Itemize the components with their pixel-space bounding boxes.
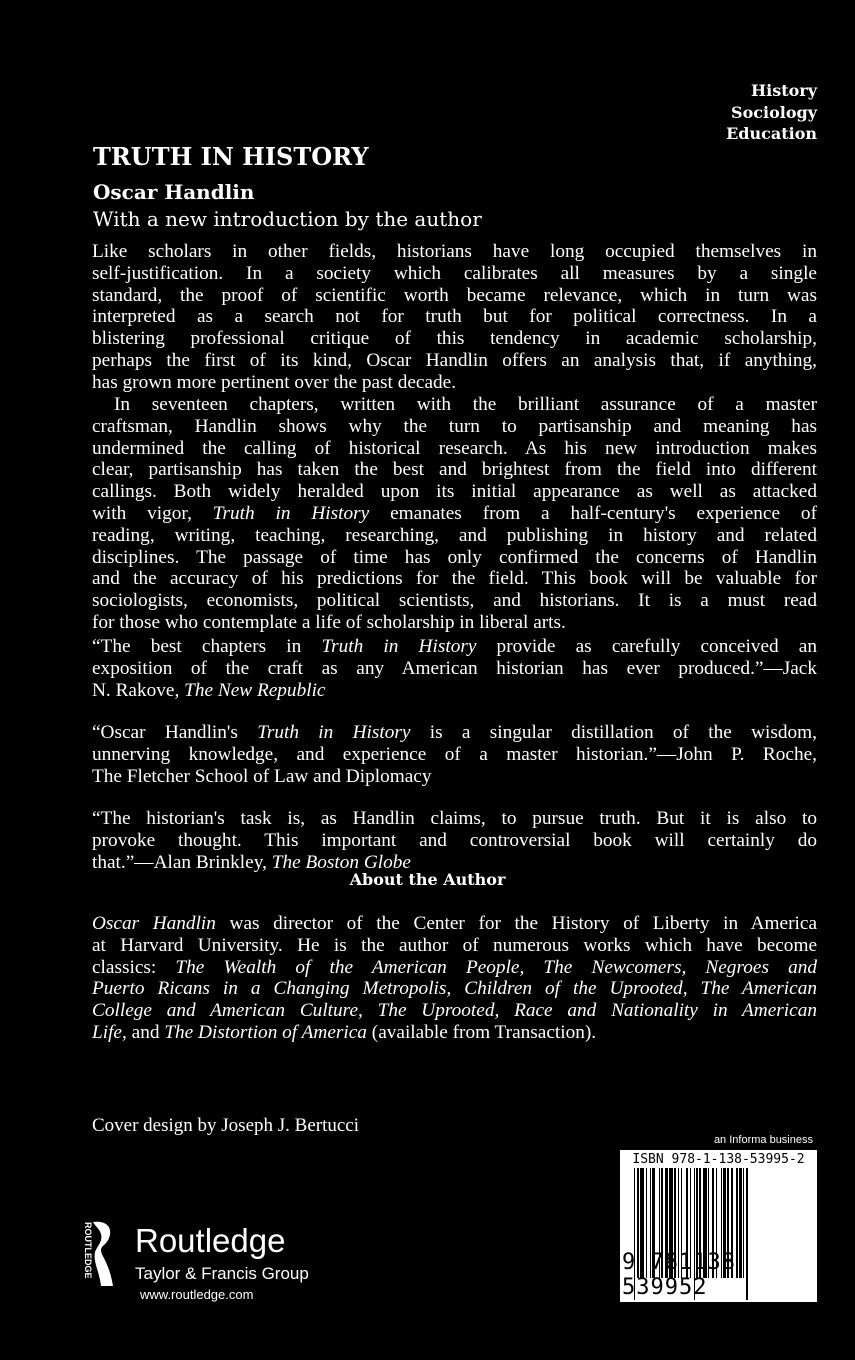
body-text: disciplines. The passage of time has only confirmed the concerns of Handlin <box>92 546 817 568</box>
publisher-name: Routledge <box>135 1222 286 1259</box>
text-line <box>92 590 817 612</box>
body-text: has grown more pertinent over the past decade. <box>92 371 457 393</box>
italic-title-text: The Wealth of the American People, The Newcomers, Negroes and <box>175 956 817 978</box>
body-text: reading, writing, teaching, researching, and publishing in history and related <box>92 524 817 546</box>
text-line <box>92 568 817 590</box>
body-text: unnerving knowledge, and experience of a master historian.”—John P. Roche, <box>92 743 817 765</box>
italic-title-text: Truth in History <box>212 502 370 524</box>
text-line <box>92 328 817 350</box>
text-line <box>92 680 817 702</box>
body-text: perhaps the first of its kind, Oscar Handlin offers an analysis that, if anything, <box>92 349 817 371</box>
italic-title-text: Life <box>92 1021 122 1043</box>
text-line <box>92 658 817 680</box>
body-text: clear, partisanship has taken the best and brightest from the field into different <box>92 459 817 481</box>
body-text: The Fletcher School of Law and Diplomacy <box>92 765 432 787</box>
body-text: “The historian's task is, as Handlin claims, to pursue truth. But it is also to <box>92 808 817 829</box>
text-line <box>92 636 817 658</box>
body-text: provoke thought. This important and controversial book will certainly do <box>92 829 817 851</box>
body-text: “Oscar Handlin's <box>92 722 258 743</box>
routledge-logo-text: ROUTLEDGE <box>83 1222 93 1279</box>
body-text: for those who contemplate a life of scholarship in liberal arts. <box>92 611 566 633</box>
paragraph-blurb-2 <box>92 394 817 634</box>
routledge-logo-icon <box>79 1220 123 1290</box>
italic-title-text: The Boston Globe <box>271 851 411 873</box>
text-line <box>92 612 817 634</box>
body-text: provide as carefully conceived an <box>476 636 817 657</box>
body-text: at Harvard University. He is the author of numerous works which have become <box>92 934 817 956</box>
review-quote-roche <box>92 722 817 787</box>
body-text: and the accuracy of his predictions for the field. This book will be valuable for <box>92 568 817 590</box>
body-text: is a singular distillation of the wisdom, <box>410 722 817 743</box>
italic-title-text: The New Republic <box>184 679 326 701</box>
text-line <box>92 306 817 328</box>
text-line <box>92 547 817 569</box>
body-text: callings. Both widely heralded upon its initial appearance as well as attacked <box>92 481 817 503</box>
body-text: blistering professional critique of this tendency in academic scholarship, <box>92 328 817 350</box>
body-text: interpreted as a search not for truth but for political correctness. In a <box>92 306 817 328</box>
about-author-heading: About the Author <box>349 870 506 889</box>
body-text: with vigor, <box>92 502 213 524</box>
isbn-label: ISBN 978-1-138-53995-2 <box>632 1152 805 1167</box>
text-line <box>92 438 817 460</box>
body-text: sociologists, economists, political scientists, and historians. It is a must read <box>92 590 817 612</box>
text-line <box>92 503 817 525</box>
isbn-barcode <box>620 1150 817 1302</box>
isbn-number: 9 781138 539952 <box>622 1250 736 1300</box>
book-author: Oscar Handlin <box>93 180 255 204</box>
italic-title-text: College and American Culture, The Uprooted, Race and Nationality in American <box>92 1000 817 1022</box>
text-line <box>92 1022 817 1044</box>
text-line <box>92 766 817 788</box>
italic-title-text: Truth in History <box>321 636 477 657</box>
category-history: History <box>751 81 817 100</box>
text-line <box>92 241 817 263</box>
paragraph-blurb-1 <box>92 241 817 394</box>
text-line <box>92 808 817 830</box>
text-line <box>92 525 817 547</box>
body-text: Like scholars in other fields, historians have long occupied themselves in <box>92 241 817 262</box>
author-bio <box>92 913 817 1044</box>
body-text: “The best chapters in <box>92 636 322 657</box>
publisher-url[interactable]: www.routledge.com <box>140 1287 254 1302</box>
text-line <box>92 350 817 372</box>
book-subtitle: With a new introduction by the author <box>93 207 482 231</box>
cover-design-credit: Cover design by Joseph J. Bertucci <box>92 1115 360 1136</box>
text-line <box>92 459 817 481</box>
text-line <box>92 722 817 744</box>
body-text: In seventeen chapters, written with the brilliant assurance of a master <box>114 394 817 415</box>
text-line <box>92 416 817 438</box>
italic-title-text: Oscar Handlin <box>92 913 216 934</box>
text-line <box>92 372 817 394</box>
body-text: , and <box>122 1021 165 1043</box>
text-line <box>92 957 817 979</box>
book-title: TRUTH IN HISTORY <box>93 142 369 171</box>
body-text: emanates from a half-century's experience of <box>369 502 817 524</box>
body-text: self-justification. In a society which calibrates all measures by a single <box>92 262 817 284</box>
review-quote-rakove <box>92 636 817 701</box>
category-sociology: Sociology <box>731 102 817 122</box>
body-text: (available from Transaction). <box>366 1021 597 1043</box>
text-line <box>92 394 817 416</box>
body-text: N. Rakove, <box>92 679 185 701</box>
body-text: undermined the calling of historical research. As his new introduction makes <box>92 437 817 459</box>
text-line <box>92 481 817 503</box>
review-quote-brinkley <box>92 808 817 873</box>
category-education: Education <box>726 124 817 143</box>
body-text: exposition of the craft as any American historian has ever produced.”—Jack <box>92 657 817 679</box>
body-text: standard, the proof of scientific worth became relevance, which in turn was <box>92 284 817 306</box>
italic-title-text: The Distortion of America <box>164 1021 367 1043</box>
informa-tagline: an Informa business <box>713 1134 813 1146</box>
text-line <box>92 744 817 766</box>
subject-categories <box>726 80 817 145</box>
italic-title-text: Puerto Ricans in a Changing Metropolis, Children of the Uprooted, The American <box>92 978 817 1000</box>
body-text: classics: <box>92 956 176 978</box>
publisher-group: Taylor & Francis Group <box>135 1264 309 1283</box>
body-text: was director of the Center for the History of Liberty in America <box>215 913 818 934</box>
italic-title-text: Truth in History <box>257 722 411 743</box>
text-line <box>92 263 817 285</box>
text-line <box>92 913 817 935</box>
text-line <box>92 935 817 957</box>
text-line <box>92 285 817 307</box>
body-text: that.”—Alan Brinkley, <box>92 851 272 873</box>
text-line <box>92 978 817 1000</box>
body-text: craftsman, Handlin shows why the turn to partisanship and meaning has <box>92 415 817 437</box>
text-line <box>92 1000 817 1022</box>
text-line <box>92 830 817 852</box>
